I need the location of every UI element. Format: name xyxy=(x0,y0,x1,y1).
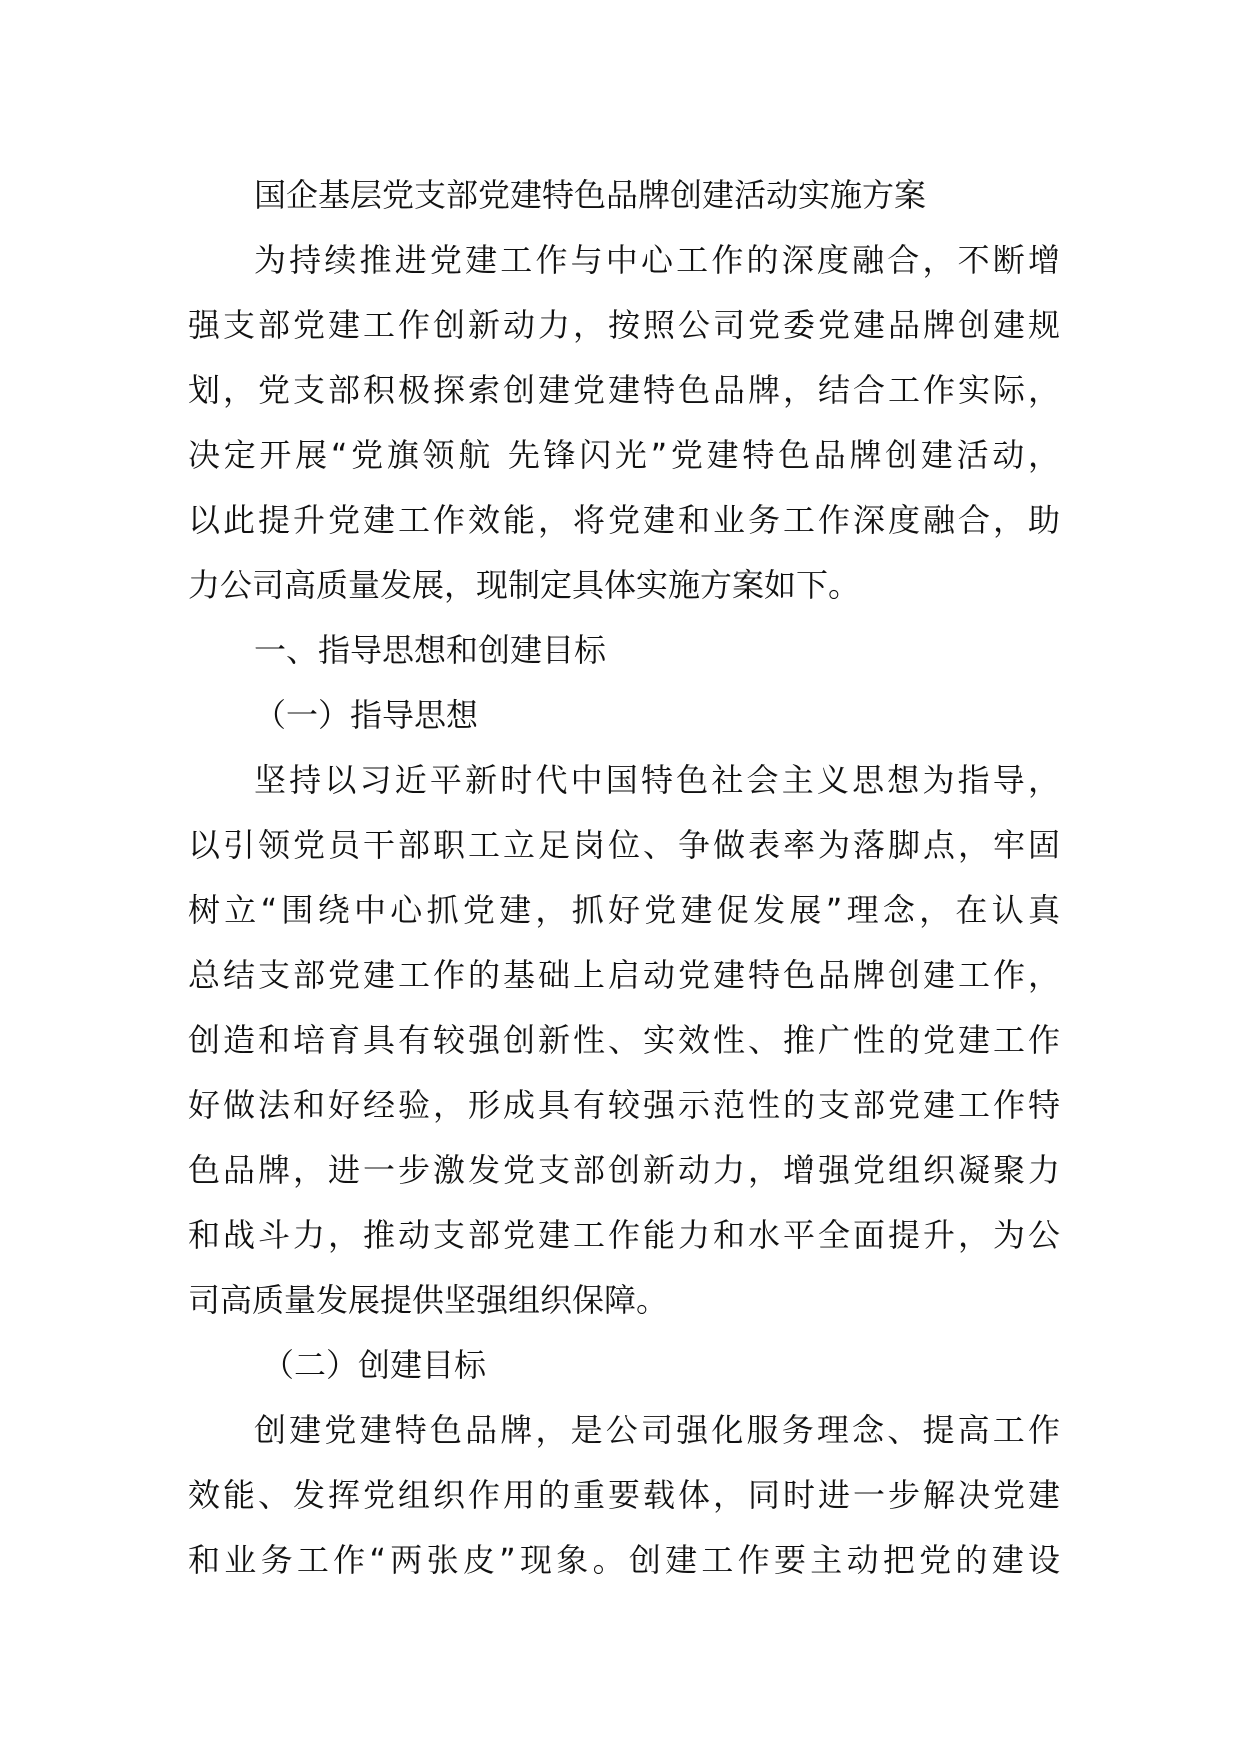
paragraph-line: 和业务工作“两张皮”现象。创建工作要主动把党的建设 xyxy=(188,1541,1060,1579)
paragraph-line: 为持续推进党建工作与中心工作的深度融合，不断增 xyxy=(254,241,1060,279)
subsection-heading: （一）指导思想 xyxy=(254,696,479,734)
document-page xyxy=(188,163,1060,1593)
section-heading: 一、指导思想和创建目标 xyxy=(254,631,607,669)
paragraph-line: 色品牌，进一步激发党支部创新动力，增强党组织凝聚力 xyxy=(188,1151,1060,1189)
paragraph-line: 总结支部党建工作的基础上启动党建特色品牌创建工作， xyxy=(188,956,1060,994)
paragraph-line: 以此提升党建工作效能，将党建和业务工作深度融合，助 xyxy=(188,501,1060,539)
paragraph-line: 以引领党员干部职工立足岗位、争做表率为落脚点，牢固 xyxy=(188,826,1060,864)
goals-paragraph xyxy=(188,1398,1060,1593)
paragraph-line: 创建党建特色品牌，是公司强化服务理念、提高工作 xyxy=(254,1411,1060,1449)
paragraph-line: 司高质量发展提供坚强组织保障。 xyxy=(188,1281,669,1319)
document-title: 国企基层党支部党建特色品牌创建活动实施方案 xyxy=(254,176,927,214)
paragraph-line: 效能、发挥党组织作用的重要载体，同时进一步解决党建 xyxy=(188,1476,1060,1514)
paragraph-line: 好做法和好经验，形成具有较强示范性的支部党建工作特 xyxy=(188,1086,1060,1124)
paragraph-line: 强支部党建工作创新动力，按照公司党委党建品牌创建规 xyxy=(188,306,1060,344)
paragraph-line: 决定开展“党旗领航 先锋闪光”党建特色品牌创建活动， xyxy=(188,436,1060,474)
paragraph-line: 力公司高质量发展，现制定具体实施方案如下。 xyxy=(188,566,861,604)
paragraph-line: 和战斗力，推动支部党建工作能力和水平全面提升，为公 xyxy=(188,1216,1060,1254)
paragraph-line: 创造和培育具有较强创新性、实效性、推广性的党建工作 xyxy=(188,1021,1060,1059)
paragraph-line: 划，党支部积极探索创建党建特色品牌，结合工作实际， xyxy=(188,371,1060,409)
paragraph-line: 坚持以习近平新时代中国特色社会主义思想为指导， xyxy=(254,761,1060,799)
subsection-heading: （二）创建目标 xyxy=(262,1346,487,1384)
guiding-thought-paragraph xyxy=(188,748,1060,1333)
paragraph-line: 树立“围绕中心抓党建，抓好党建促发展”理念，在认真 xyxy=(188,891,1060,929)
intro-paragraph xyxy=(188,228,1060,618)
